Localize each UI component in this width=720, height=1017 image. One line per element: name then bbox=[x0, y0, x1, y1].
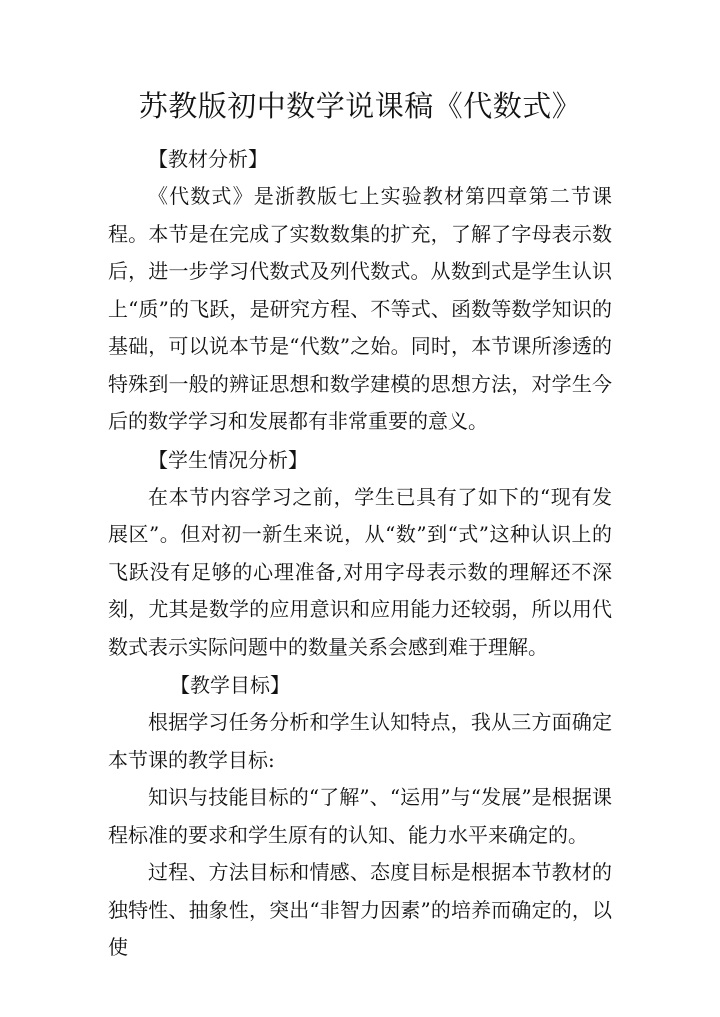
document-body bbox=[108, 140, 612, 967]
section-heading-student-analysis: 【学生情况分析】 bbox=[148, 447, 308, 472]
paragraph-student-analysis: 在本节内容学习之前，学生已具有了如下的“现有发展区”。但对初一新生来说，从“数”到“式”这种认识上的飞跃没有足够的心理准备,对用字母表示数的理解还不深刻，尤其是数学的应用意识和应用能力还较弱，所以用代数式表示实际问题中的数量关系会感到难于理解。 bbox=[108, 484, 612, 659]
section-heading-textbook-analysis: 【教材分析】 bbox=[148, 147, 268, 171]
document-title: 苏教版初中数学说课稿《代数式》 bbox=[138, 89, 582, 123]
paragraph-teaching-goals-intro: 根据学习任务分析和学生认知特点，我从三方面确定本节课的教学目标: bbox=[108, 710, 612, 772]
paragraph-knowledge-skill-goals: 知识与技能目标的“了解”、“运用”与“发展”是根据课程标准的要求和学生原有的认知、能力水平来确定的。 bbox=[108, 785, 612, 847]
paragraph-process-method-goals: 过程、方法目标和情感、态度目标是根据本节教材的独特性、抽象性，突出“非智力因素”的培养而确定的，以使 bbox=[108, 860, 612, 959]
paragraph-textbook-analysis: 《代数式》是浙教版七上实验教材第四章第二节课程。本节是在完成了实数数集的扩充，了解了字母表示数后，进一步学习代数式及列代数式。从数到式是学生认识上“质”的飞跃，是研究方程、不等式、函数等数学知识的基础，可以说本节是“代数”之始。同时，本节课所渗透的特殊到一般的辨证思想和数学建模的思想方法，对学生今后的数学学习和发展都有非常重要的意义。 bbox=[108, 184, 612, 433]
section-heading-teaching-goals: 【教学目标】 bbox=[170, 673, 290, 697]
